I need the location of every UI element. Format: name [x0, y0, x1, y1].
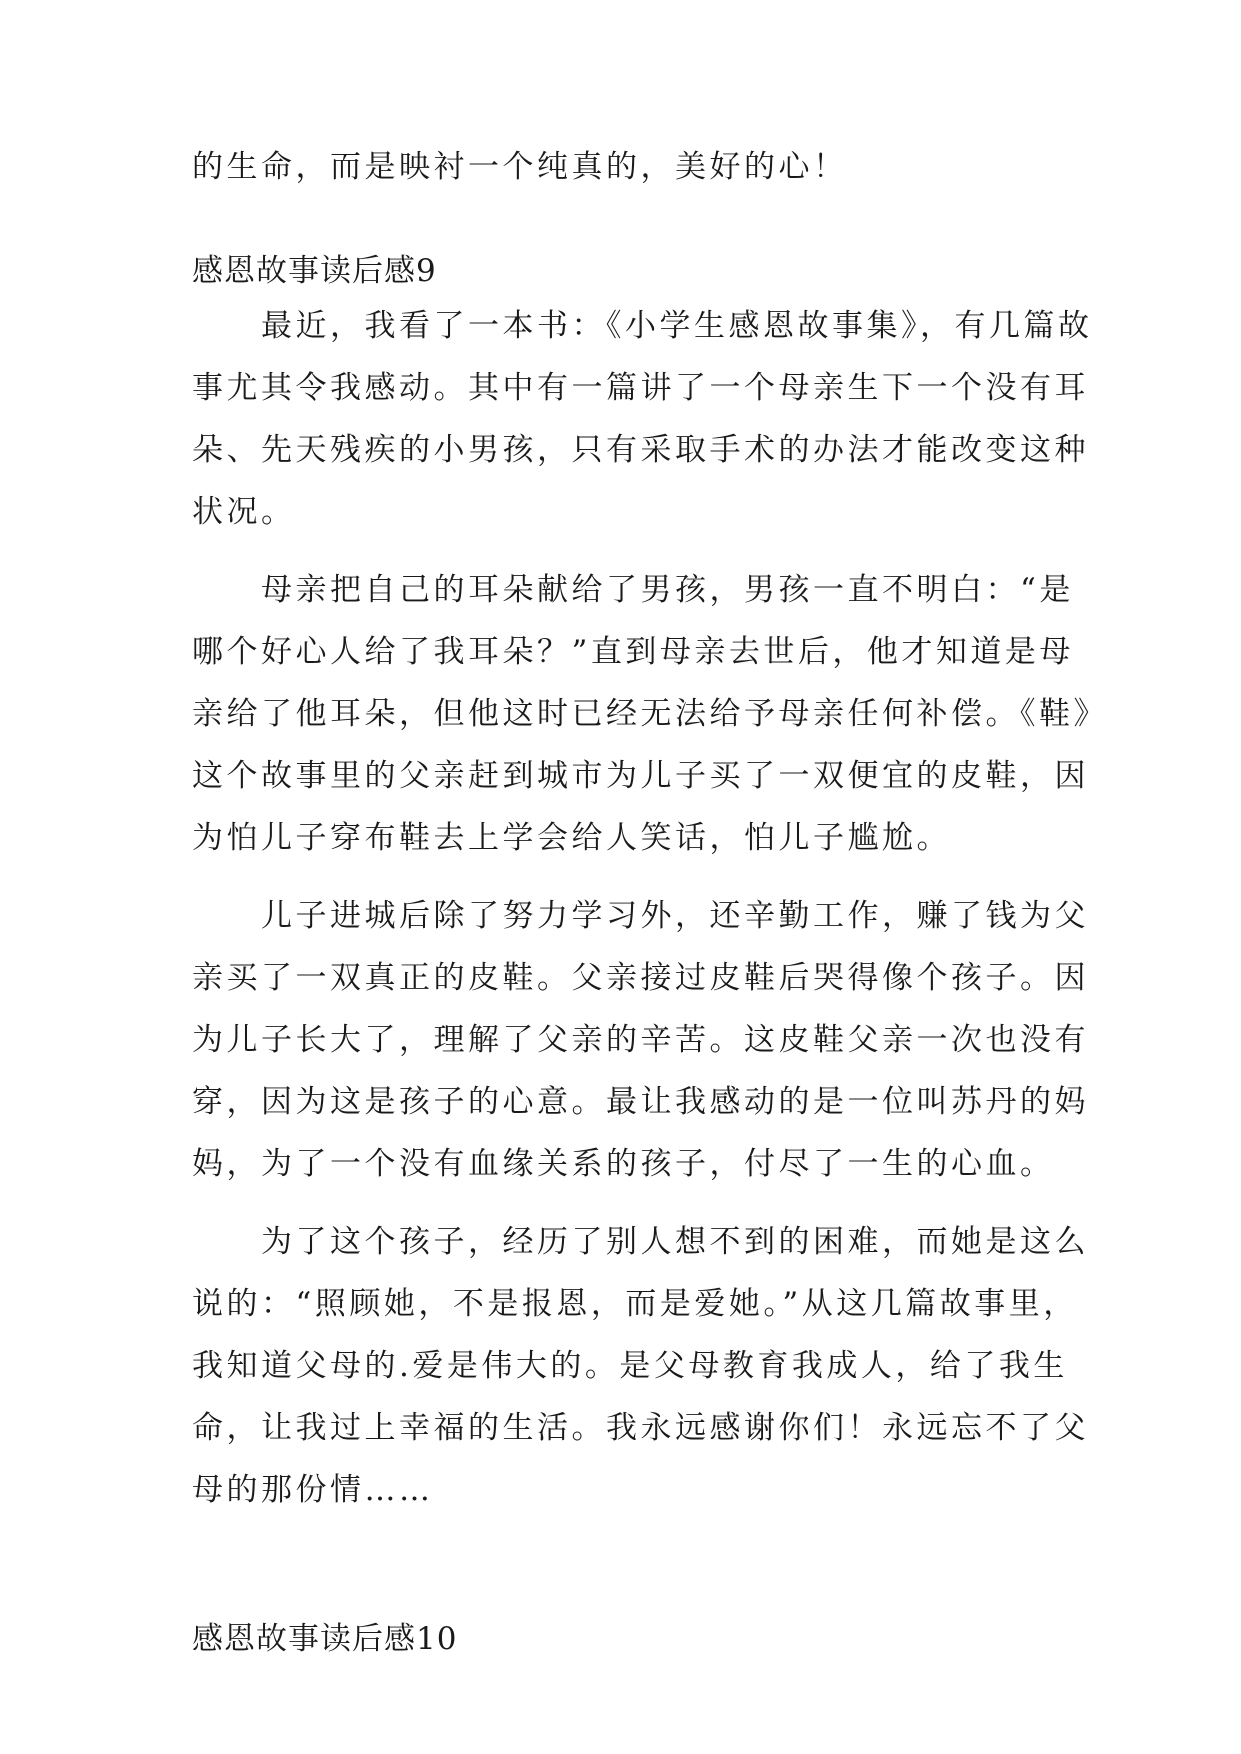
text-line: 我知道父母的.爱是伟大的。是父母教育我成人，给了我生	[192, 1348, 1068, 1384]
text-line: 亲给了他耳朵，但他这时已经无法给予母亲任何补偿。《鞋》	[192, 696, 1108, 732]
section-9-paragraph-4	[192, 1211, 1089, 1521]
text-line: 哪个好心人给了我耳朵？”直到母亲去世后，他才知道是母	[192, 634, 1074, 670]
text-line: 为怕儿子穿布鞋去上学会给人笑话，怕儿子尴尬。	[192, 820, 951, 856]
text-line: 朵、先天残疾的小男孩，只有采取手术的办法才能改变这种	[192, 432, 1089, 468]
section-heading: 感恩故事读后感10	[192, 1621, 458, 1657]
section-9-paragraph-3	[192, 885, 1089, 1195]
section-10-heading	[192, 1608, 1058, 1670]
section-9-paragraph-1	[192, 295, 1093, 543]
text-line: 事尤其令我感动。其中有一篇讲了一个母亲生下一个没有耳	[192, 370, 1089, 406]
text-line: 为了这个孩子，经历了别人想不到的困难，而她是这么	[192, 1224, 1089, 1260]
text-line: 最近，我看了一本书：《小学生感恩故事集》，有几篇故	[192, 308, 1093, 344]
text-line: 亲买了一双真正的皮鞋。父亲接过皮鞋后哭得像个孩子。因	[192, 960, 1089, 996]
section-heading: 感恩故事读后感9	[192, 253, 437, 289]
section-9-paragraph-2	[192, 559, 1108, 869]
text-line: 命，让我过上幸福的生活。我永远感谢你们！永远忘不了父	[192, 1410, 1089, 1446]
text-line: 说的：“照顾她，不是报恩，而是爱她。”从这几篇故事里，	[192, 1286, 1078, 1322]
text-line: 的生命，而是映衬一个纯真的，美好的心！	[192, 149, 848, 185]
text-line: 妈，为了一个没有血缘关系的孩子，付尽了一生的心血。	[192, 1146, 1055, 1182]
text-line: 母的那份情……	[192, 1472, 434, 1508]
text-line: 为儿子长大了，理解了父亲的辛苦。这皮鞋父亲一次也没有	[192, 1022, 1089, 1058]
text-line: 儿子进城后除了努力学习外，还辛勤工作，赚了钱为父	[192, 898, 1089, 934]
intro-paragraph	[192, 136, 1058, 198]
text-line: 这个故事里的父亲赶到城市为儿子买了一双便宜的皮鞋，因	[192, 758, 1089, 794]
text-line: 母亲把自己的耳朵献给了男孩，男孩一直不明白：“是	[192, 572, 1074, 608]
text-line: 穿，因为这是孩子的心意。最让我感动的是一位叫苏丹的妈	[192, 1084, 1089, 1120]
text-line: 状况。	[192, 494, 296, 530]
section-9-heading	[192, 240, 1058, 302]
